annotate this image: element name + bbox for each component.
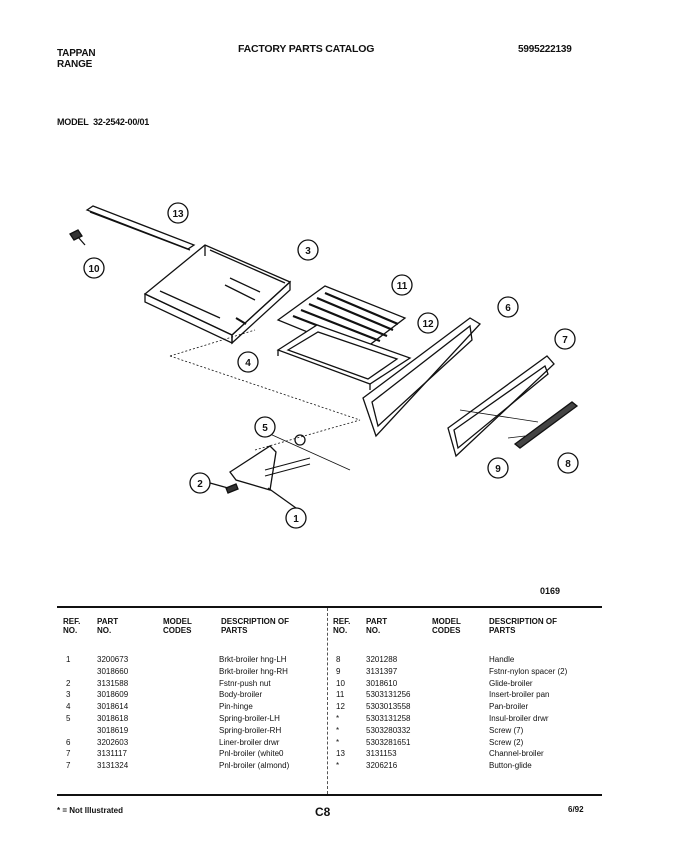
- cell-part-no: 3018618: [97, 714, 129, 723]
- cell-part-no: 3018660: [97, 666, 129, 676]
- model-number: 32-2542-00/01: [93, 117, 150, 127]
- cell-ref-no: 7: [66, 749, 71, 759]
- callout-3: 3: [305, 246, 311, 257]
- header-description-right: DESCRIPTION OF PARTS: [489, 617, 558, 635]
- cell-part-no: 3200673: [97, 655, 129, 664]
- cell-ref-no: 1: [66, 655, 71, 664]
- callout-12: 12: [422, 319, 434, 330]
- parts-table: [57, 606, 602, 796]
- column-divider: [327, 608, 328, 794]
- header-model-codes: MODEL CODES: [163, 617, 192, 635]
- callout-1: 1: [293, 514, 299, 525]
- revision-date: 6/92: [568, 805, 584, 814]
- page-code: C8: [315, 805, 331, 819]
- cell-description: Fstnr-nylon spacer (2): [489, 666, 568, 676]
- catalog-title: FACTORY PARTS CATALOG: [238, 43, 375, 55]
- cell-part-no: 5303281651: [366, 737, 411, 747]
- cell-description: Spring-broiler-LH: [219, 714, 280, 723]
- cell-description: Pin-hinge: [219, 702, 253, 712]
- cell-description: Glide-broiler: [489, 678, 533, 688]
- header-description: DESCRIPTION OF PARTS: [221, 617, 290, 635]
- callout-6: 6: [505, 303, 511, 314]
- cell-description: Fstnr-push nut: [219, 678, 271, 688]
- callout-4: 4: [245, 358, 251, 369]
- cell-description: Liner-broiler drwr: [219, 737, 280, 747]
- cell-description: Brkt-broiler hng-RH: [219, 666, 288, 676]
- document-number: 5995222139: [518, 44, 572, 55]
- callout-7: 7: [562, 335, 568, 346]
- cell-ref-no: 12: [336, 702, 345, 712]
- brand-name: TAPPAN: [57, 48, 96, 59]
- cell-ref-no: *: [336, 761, 340, 771]
- callout-8: 8: [565, 459, 571, 470]
- cell-part-no: 3131588: [97, 678, 129, 688]
- cell-part-no: 5303280332: [366, 725, 411, 735]
- model-line: [57, 117, 149, 128]
- cell-ref-no: 2: [66, 678, 71, 688]
- cell-part-no: 3018614: [97, 702, 129, 712]
- cell-description: Screw (7): [489, 725, 524, 735]
- cell-ref-no: *: [336, 737, 340, 747]
- header-ref-no-right: REF. NO.: [333, 617, 351, 635]
- part-brkt-broiler-hng: [230, 446, 276, 490]
- callout-9: 9: [495, 464, 501, 475]
- cell-description: Insul-broiler drwr: [489, 714, 549, 723]
- cell-ref-no: 11: [336, 690, 345, 700]
- brand-block: [57, 48, 95, 70]
- cell-part-no: 3131153: [366, 749, 397, 759]
- diagram-drawing: [60, 190, 600, 550]
- cell-description: Handle: [489, 655, 515, 664]
- header-model-codes-right: MODEL CODES: [432, 617, 461, 635]
- cell-description: Channel-broiler: [489, 749, 544, 759]
- cell-description: Body-broiler: [219, 690, 263, 700]
- callout-11: 11: [396, 281, 408, 292]
- cell-part-no: 3018609: [97, 690, 129, 700]
- cell-part-no: 3018619: [97, 725, 129, 735]
- cell-part-no: 3202603: [97, 737, 129, 747]
- cell-ref-no: 8: [336, 655, 341, 664]
- cell-part-no: 5303131258: [366, 714, 411, 723]
- model-label: MODEL: [57, 117, 89, 127]
- footnote: * = Not Illustrated: [57, 806, 124, 815]
- cell-description: Pnl-broiler (white0: [219, 749, 284, 759]
- cell-part-no: 5303013558: [366, 702, 411, 712]
- exploded-parts-diagram: [60, 190, 600, 550]
- diagram-number: 0169: [540, 586, 561, 596]
- cell-ref-no: 7: [66, 761, 71, 771]
- callout-13: 13: [172, 209, 184, 220]
- part-glide-broiler: [70, 230, 82, 240]
- cell-ref-no: 9: [336, 666, 341, 676]
- cell-description: Insert-broiler pan: [489, 690, 550, 700]
- cell-description: Pan-broiler: [489, 702, 529, 712]
- cell-part-no: 3131397: [366, 666, 398, 676]
- callout-2: 2: [197, 479, 203, 490]
- cell-description: Brkt-broiler hng-LH: [219, 655, 287, 664]
- header-ref-no: REF. NO.: [63, 617, 81, 635]
- cell-part-no: 3131117: [97, 749, 127, 759]
- cell-part-no: 3206216: [366, 761, 398, 771]
- callout-5: 5: [262, 423, 268, 434]
- cell-part-no: 5303131256: [366, 690, 411, 700]
- cell-ref-no: 13: [336, 749, 345, 759]
- cell-ref-no: *: [336, 714, 340, 723]
- cell-description: Spring-broiler-RH: [219, 725, 282, 735]
- product-type: RANGE: [57, 59, 93, 70]
- cell-ref-no: 5: [66, 714, 71, 723]
- cell-ref-no: 4: [66, 702, 71, 712]
- part-body-broiler: [145, 245, 290, 335]
- cell-part-no: 3201288: [366, 655, 398, 664]
- cell-ref-no: 6: [66, 737, 71, 747]
- part-handle: [515, 402, 577, 448]
- callout-10: 10: [88, 264, 100, 275]
- part-spring-broiler: [295, 435, 305, 445]
- header-part-no-right: PART NO.: [366, 617, 388, 635]
- cell-ref-no: 10: [336, 678, 345, 688]
- header-part-no: PART NO.: [97, 617, 119, 635]
- cell-description: Button-glide: [489, 761, 532, 771]
- cell-description: Pnl-broiler (almond): [219, 761, 290, 771]
- cell-description: Screw (2): [489, 737, 524, 747]
- cell-ref-no: 3: [66, 690, 71, 700]
- cell-part-no: 3131324: [97, 761, 129, 771]
- cell-ref-no: *: [336, 725, 340, 735]
- cell-part-no: 3018610: [366, 678, 398, 688]
